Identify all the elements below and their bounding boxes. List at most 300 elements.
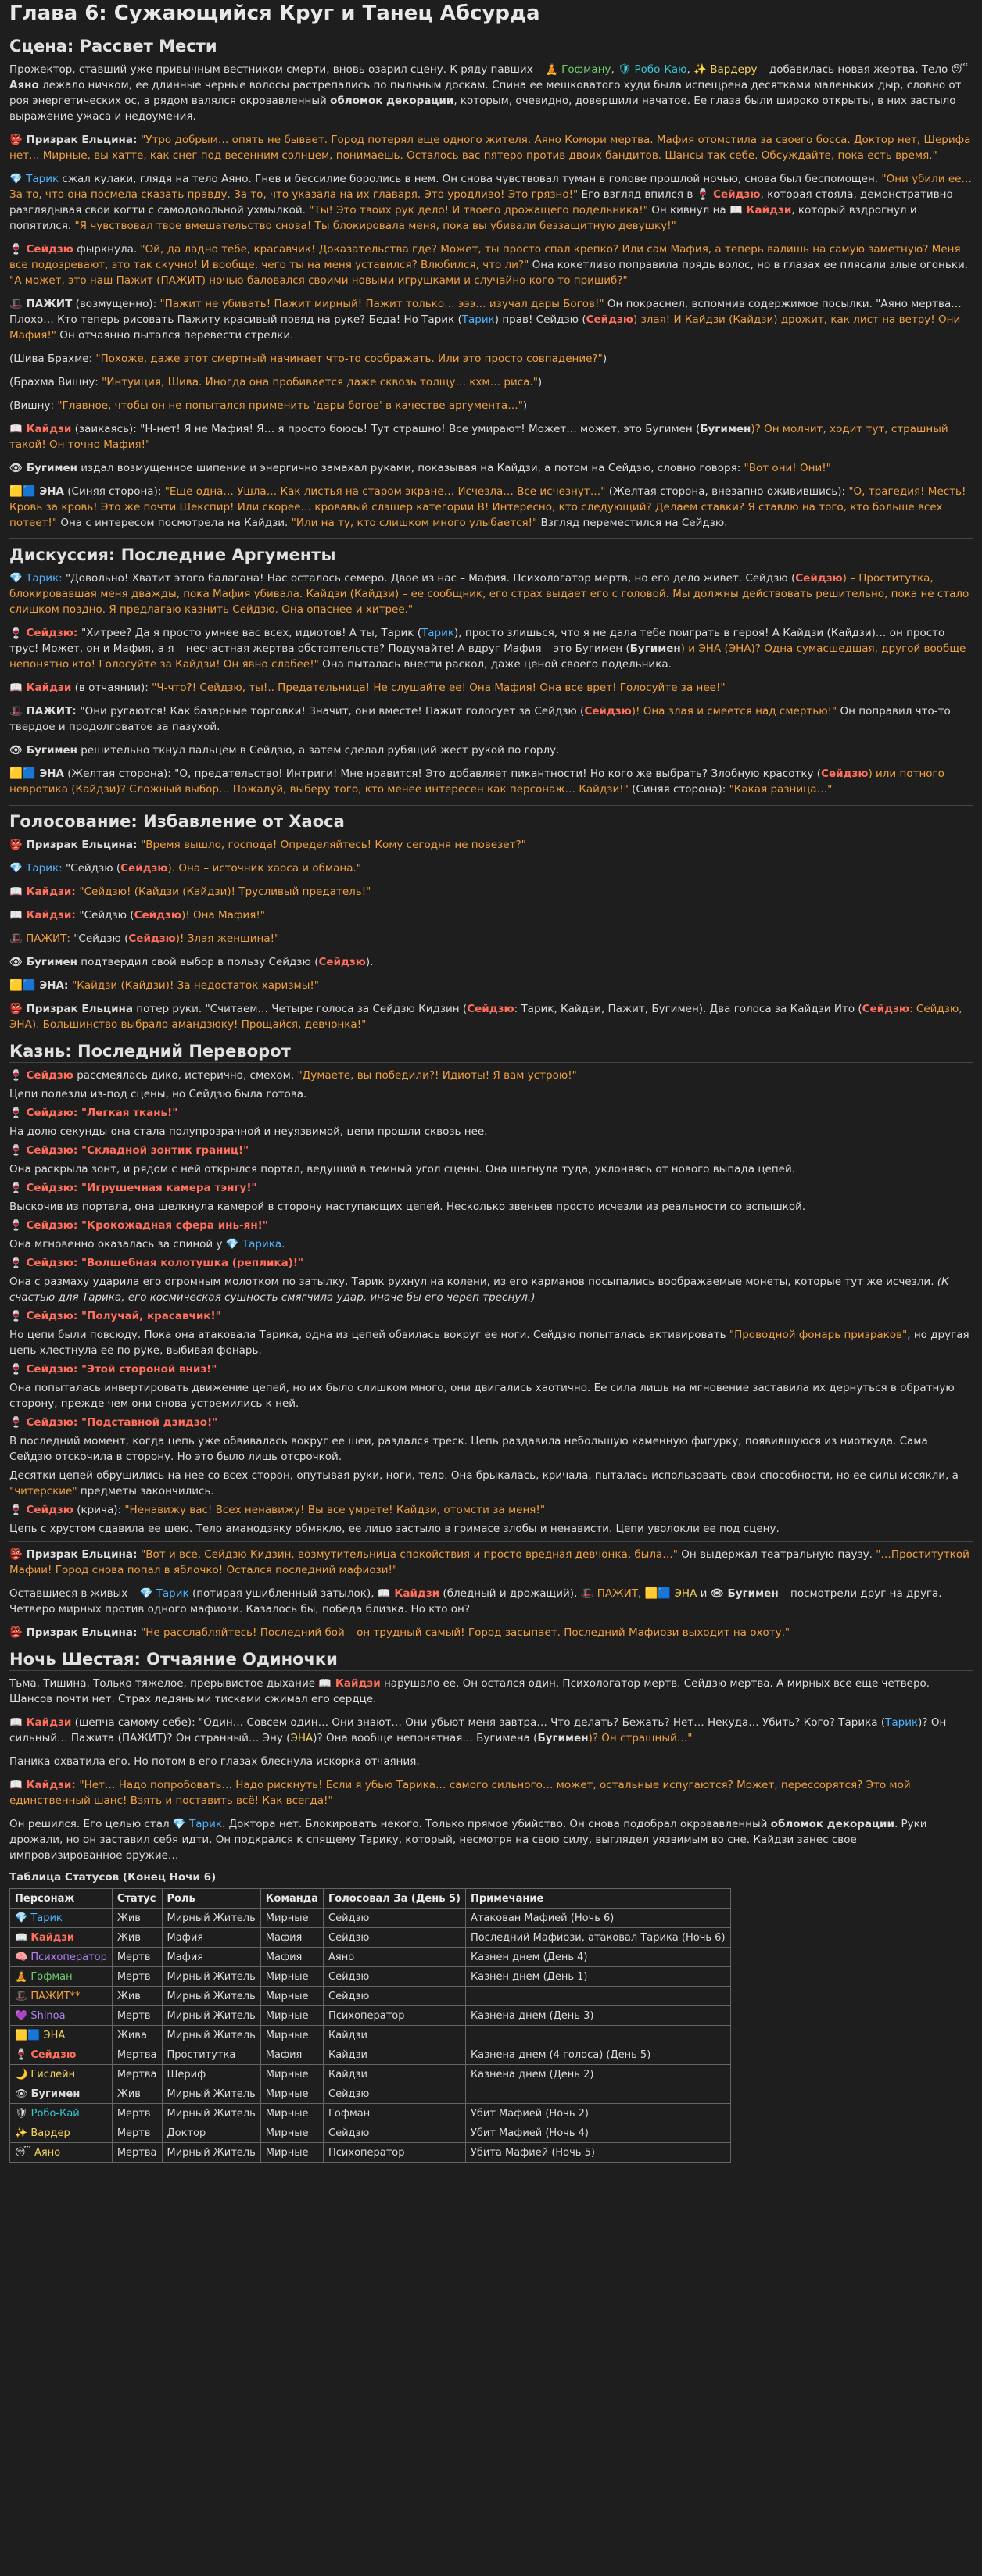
closing-block bbox=[9, 1547, 973, 1640]
text-run: (Синяя сторона): bbox=[628, 783, 729, 796]
character-name: Психоператор bbox=[30, 1951, 107, 1963]
team-cell: Мафия bbox=[260, 2045, 323, 2065]
vote-cell: Аяно bbox=[324, 1948, 466, 1967]
execution-line bbox=[9, 1521, 973, 1537]
text-run: "Нет… Надо попробовать… Надо рискнуть! Если я убью Тарика… самого сильного… может, остальные испугаются? Может, перессорятся? Это мой единственный шанс! Взять и поставить всё! Как всегда!" bbox=[9, 1779, 911, 1807]
vote-cell: Сейдзю bbox=[324, 2084, 466, 2104]
role-cell: Мафия bbox=[162, 1928, 260, 1948]
paragraph bbox=[9, 742, 973, 758]
text-run: 👁 Бугимен bbox=[9, 462, 77, 474]
text-run: 📖 Кайдзи bbox=[9, 423, 72, 435]
text-run: "Проводной фонарь призраков" bbox=[729, 1329, 908, 1341]
text-run: "Не расслабляйтесь! Последний бой – он трудный самый! Город засыпает. Последний Мафиози выходит на охоту." bbox=[141, 1626, 790, 1639]
text-run: "Ч-что?! Сейдзю, ты!.. Предательница! Не слушайте ее! Она Мафия! Она все врет! Голосуйте за нее!" bbox=[152, 682, 726, 694]
text-run: (в отчаянии): bbox=[71, 682, 152, 694]
role-cell: Проститутка bbox=[162, 2045, 260, 2065]
text-run: и bbox=[697, 1587, 711, 1600]
paragraph bbox=[9, 62, 973, 124]
text-run: "О, предательство! Интриги! Мне нравится! Это добавляет пикантности! Но кого же выбрать? Злобную красотку ( bbox=[174, 767, 822, 780]
text-run: : Сейдзю, ЭНА). Большинство выбрало амандзюку! Прощайся, девчонка!" bbox=[9, 1003, 962, 1031]
text-run: Десятки цепей обрушились на нее со всех сторон, опутывая руки, ноги, тело. Она брыкалась, кричала, пыталась использовать свои способности, но ее силы иссякли, а bbox=[9, 1469, 959, 1482]
team-cell: Мафия bbox=[260, 1948, 323, 1967]
role-cell: Мафия bbox=[162, 1948, 260, 1967]
column-header: Команда bbox=[260, 1889, 323, 1909]
text-run: "Они убили ее… За то, что она посмела сказать правду. За то, что указала на их главаря. Это уродливо! Это грязно!" bbox=[9, 173, 972, 201]
text-run: . bbox=[281, 1238, 285, 1250]
text-run: (крича): bbox=[73, 1504, 125, 1516]
text-run: подтвердил свой выбор в пользу Сейдзю ( bbox=[77, 956, 319, 968]
status-cell: Жив bbox=[112, 1909, 162, 1928]
paragraph bbox=[9, 766, 973, 797]
character-cell bbox=[10, 2104, 113, 2123]
section-heading: Голосование: Избавление от Хаоса bbox=[9, 812, 345, 831]
text-run: Он выдержал театральную паузу. bbox=[677, 1548, 876, 1561]
text-run: (Желтая сторона, внезапно оживившись): bbox=[605, 485, 849, 498]
text-run: "О, трагедия! Месть! Кровь за кровь! Это же почти Шекспир! Или скорее… кровавый слэшер категории В! Интересно, кто следующий? Делаем ставки? Я ставлю на того, кто больше всех потеет!" bbox=[9, 485, 966, 529]
character-cell bbox=[10, 1928, 113, 1948]
character-icon: 📖 bbox=[15, 1931, 31, 1944]
chapter-title: Глава 6: Сужающийся Круг и Танец Абсурда bbox=[9, 0, 973, 30]
text-run: Сейдзю bbox=[795, 572, 843, 585]
text-run: ) bbox=[602, 352, 607, 365]
text-run: Сейдзю bbox=[862, 1003, 910, 1015]
table-row bbox=[10, 2026, 731, 2045]
paragraph bbox=[9, 680, 973, 696]
execution-line bbox=[9, 1255, 973, 1271]
text-run: Она кокетливо поправила прядь волос, но в глазах ее плясали злые огоньки. bbox=[529, 259, 969, 271]
execution-line bbox=[9, 1124, 973, 1140]
status-cell: Мертва bbox=[112, 2143, 162, 2163]
text-run: лежало ничком, ее длинные черные волосы растрепались по пыльным доскам. Спина ее мешковатого худи была испещрена десятками маленьких дыр, словно от роя энергетических ос, а рядом валялся окровавленный bbox=[9, 79, 962, 107]
role-cell: Мирный Житель bbox=[162, 2143, 260, 2163]
execution-line bbox=[9, 1468, 973, 1499]
text-run: (бледный и дрожащий), bbox=[439, 1587, 581, 1600]
table-row bbox=[10, 2006, 731, 2026]
text-run: Бугимен bbox=[700, 423, 751, 435]
table-row bbox=[10, 1987, 731, 2006]
text-run: . Руки дрожали, но он заставил себя идти. Он подкрался к спящему Тарику, который, несмотря на свою силу, выглядел уязвимым во сне. Кайдзи занес свое импровизированное оружие… bbox=[9, 1818, 927, 1862]
character-cell bbox=[10, 1909, 113, 1928]
text-run: 👁 Бугимен bbox=[9, 744, 77, 757]
text-run: Сейдзю bbox=[134, 909, 181, 921]
character-icon: 🌙 bbox=[15, 2068, 31, 2080]
section-heading-execution: Казнь: Последний Переворот bbox=[9, 1040, 973, 1063]
role-cell: Мирный Житель bbox=[162, 2104, 260, 2123]
text-run: 🍷 Сейдзю: "Крокожадная сфера инь-ян!" bbox=[9, 1219, 268, 1232]
text-run: Тарик bbox=[461, 313, 495, 326]
status-cell: Жив bbox=[112, 1928, 162, 1948]
text-run: Сейдзю bbox=[318, 956, 366, 968]
execution-line bbox=[9, 1218, 973, 1233]
text-run: ) bbox=[537, 376, 543, 388]
text-run: )? Он страшный…" bbox=[588, 1732, 693, 1744]
text-run: (заикаясь): bbox=[71, 423, 141, 435]
text-run: "Пажит не убивать! Пажит мирный! Пажит только… эээ… изучал дары Богов!" bbox=[159, 298, 604, 310]
note-cell: Казнена днем (День 3) bbox=[465, 2006, 730, 2026]
role-cell: Мирный Житель bbox=[162, 2084, 260, 2104]
text-run: 🎩 ПАЖИТ: bbox=[9, 932, 74, 945]
vote-cell: Кайдзи bbox=[324, 2026, 466, 2045]
text-run: 💎 Тарик: bbox=[9, 572, 66, 585]
team-cell: Мирные bbox=[260, 2026, 323, 2045]
vote-cell: Кайдзи bbox=[324, 2045, 466, 2065]
status-cell: Жив bbox=[112, 1987, 162, 2006]
table-row bbox=[10, 2084, 731, 2104]
night-paragraph bbox=[9, 1816, 973, 1863]
text-run: )! Злая женщина!" bbox=[175, 932, 280, 945]
table-caption: Таблица Статусов (Конец Ночи 6) bbox=[9, 1871, 217, 1884]
text-run: )? Он сильный… Пажита (ПАЖИТ)? Он странный… Эну ( bbox=[9, 1716, 947, 1744]
text-run: Его взгляд впился в bbox=[578, 188, 697, 201]
text-run: 💎 Тарик bbox=[139, 1587, 189, 1600]
execution-block bbox=[9, 1068, 973, 1537]
text-run: , которая стояла, демонстративно разглядывая свои когти с самодовольной ухмылкой. bbox=[9, 188, 953, 216]
text-run: ) bbox=[522, 399, 528, 412]
status-table bbox=[9, 1888, 731, 2163]
vote-cell: Сейдзю bbox=[324, 1967, 466, 1987]
section-heading: Дискуссия: Последние Аргументы bbox=[9, 546, 336, 564]
text-run: 🍷 Сейдзю: "Легкая ткань!" bbox=[9, 1107, 178, 1119]
note-cell bbox=[465, 2026, 730, 2045]
character-name: Робо-Кай bbox=[30, 2107, 80, 2120]
divider bbox=[9, 538, 973, 539]
text-run: Он поправил что-то твердое и продолговатое за пазухой. bbox=[9, 705, 951, 733]
paragraph bbox=[9, 132, 973, 163]
team-cell: Мирные bbox=[260, 1909, 323, 1928]
text-run: потер руки. bbox=[132, 1003, 206, 1015]
character-icon: 💜 bbox=[15, 2009, 31, 2022]
status-cell: Жива bbox=[112, 2026, 162, 2045]
night-paragraph bbox=[9, 1777, 973, 1809]
note-cell: Убит Мафией (Ночь 2) bbox=[465, 2104, 730, 2123]
text-run: издал возмущенное шипение и энергично замахал руками, показывая на Кайдзи, а потом на Сейдзю, словно говоря: bbox=[77, 462, 744, 474]
text-run: Он решился. Его целью стал bbox=[9, 1818, 173, 1830]
role-cell: Шериф bbox=[162, 2065, 260, 2084]
text-run: (Брахма Вишну: bbox=[9, 376, 102, 388]
text-run: "Думаете, вы победили?! Идиоты! Я вам устрою!" bbox=[297, 1069, 577, 1082]
character-icon: ✨ bbox=[15, 2127, 31, 2139]
table-row bbox=[10, 1909, 731, 1928]
text-run: ✨ Вардеру bbox=[693, 63, 758, 76]
column-header: Примечание bbox=[465, 1889, 730, 1909]
text-run: сжал кулаки, глядя на тело Аяно. Гнев и бессилие боролись в нем. Он снова чувствовал туман в голове прошлой ночью, снова был беспомощен. bbox=[59, 173, 882, 185]
text-run: 📖 Кайдзи: bbox=[9, 1779, 80, 1791]
paragraph bbox=[9, 296, 973, 343]
text-run: ) злая! И Кайдзи (Кайдзи) дрожит, как лист на ветру! Они Мафия!" bbox=[9, 313, 961, 342]
text-run: "Вот и все. Сейдзю Кидзин, возмутительница спокойствия и просто вредная девчонка, была…" bbox=[141, 1548, 678, 1561]
text-run: , bbox=[638, 1587, 645, 1600]
text-run: )? Она вообще непонятная… Бугимена ( bbox=[313, 1732, 538, 1744]
note-cell bbox=[465, 1987, 730, 2006]
character-icon: 🟨🟦 bbox=[15, 2029, 44, 2041]
text-run: "А может, это наш Пажит (ПАЖИТ) ночью баловался своими новыми игрушками и случайно кого-то пришиб?" bbox=[9, 274, 628, 287]
text-run: 💎 Тарика bbox=[225, 1238, 282, 1250]
section-heading: Сцена: Рассвет Мести bbox=[9, 37, 217, 55]
team-cell: Мафия bbox=[260, 1928, 323, 1948]
text-run: (шепча самому себе): bbox=[71, 1716, 199, 1729]
paragraph bbox=[9, 460, 973, 476]
text-run: (Желтая сторона): bbox=[63, 767, 175, 780]
text-run: Цепи полезли из-под сцены, но Сейдзю была готова. bbox=[9, 1088, 307, 1100]
status-cell: Мертва bbox=[112, 2065, 162, 2084]
text-run: Взгляд переместился на Сейдзю. bbox=[537, 517, 728, 529]
text-run: Тарик bbox=[885, 1716, 919, 1729]
text-run: "читерские" bbox=[9, 1485, 77, 1497]
text-run: , bbox=[611, 63, 618, 76]
text-run: Сейдзю bbox=[120, 862, 168, 875]
column-header: Голосовал За (День 5) bbox=[324, 1889, 466, 1909]
execution-line bbox=[9, 1274, 973, 1305]
paragraph bbox=[9, 884, 973, 900]
character-icon: 🧘 bbox=[15, 1970, 31, 1983]
text-run: "Или на ту, кто слишком много улыбается!" bbox=[291, 517, 538, 529]
text-run: ), просто злишься, что я не дала тебе поиграть в героя! А Кайдзи (Кайдзи)… он просто трус! Может, он и Мафия, а я – несчастная жертва обстоятельств? Подумайте! А вдруг Мафия – это Бугимен ( bbox=[9, 627, 945, 655]
execution-line bbox=[9, 1086, 973, 1102]
closing-paragraph bbox=[9, 1625, 973, 1640]
text-run: Город снова попал в яблочко! Остался последний мафиози!" bbox=[52, 1564, 398, 1576]
text-run: "Довольно! Хватит этого балагана! Нас осталось семеро. Двое из нас – Мафия. Психологатор мертв, но его дело живет. Сейдзю ( bbox=[65, 572, 796, 585]
text-run: Но цепи были повсюду. Пока она атаковала Тарика, одна из цепей обвилась вокруг ее ноги. Сейдзю попыталась активировать bbox=[9, 1329, 729, 1341]
column-header: Персонаж bbox=[10, 1889, 113, 1909]
paragraph bbox=[9, 1001, 973, 1032]
text-run: "Ненавижу вас! Всех ненавижу! Вы все умрете! Кайдзи, отомсти за меня!" bbox=[124, 1504, 546, 1516]
text-run: "Сейдзю ( bbox=[73, 932, 129, 945]
night-paragraph bbox=[9, 1676, 973, 1707]
text-run: ) прав! Сейдзю ( bbox=[494, 313, 586, 326]
character-name: Гислейн bbox=[30, 2068, 76, 2080]
vote-cell: Психоператор bbox=[324, 2006, 466, 2026]
team-cell: Мирные bbox=[260, 2123, 323, 2143]
status-cell: Мертв bbox=[112, 2006, 162, 2026]
character-name: Аяно bbox=[34, 2146, 61, 2159]
text-run: "Какая разница…" bbox=[729, 783, 833, 796]
execution-line bbox=[9, 1308, 973, 1324]
note-cell: Убит Мафией (Ночь 4) bbox=[465, 2123, 730, 2143]
text-run: 🍷 Сейдзю: "Игрушечная камера тэнгу!" bbox=[9, 1182, 257, 1194]
text-run: решительно ткнул пальцем в Сейдзю, а затем сделал рубящий жест рукой по горлу. bbox=[77, 744, 560, 757]
text-run: "Н-нет! Я не Мафия! Я… я просто боюсь! Тут страшно! Все умирают! Может… может, это Бугимен ( bbox=[140, 423, 701, 435]
text-run: "Главное, чтобы он не попытался применить 'дары богов' в качестве аргумента…" bbox=[57, 399, 523, 412]
night-paragraph bbox=[9, 1754, 973, 1769]
text-run: "Хитрее? Да я просто умнее вас всех, идиотов! А ты, Тарик ( bbox=[81, 627, 421, 639]
text-run: "Время вышло, господа! Определяйтесь! Кому сегодня не повезет?" bbox=[141, 839, 526, 851]
text-run: Сейдзю bbox=[586, 313, 634, 326]
table-row bbox=[10, 1967, 731, 1987]
text-run: фыркнула. bbox=[73, 243, 141, 256]
text-run: Она пыталась внести раскол, даже ценой своего подельника. bbox=[318, 658, 672, 671]
text-run: 🍷 Сейдзю: "Складной зонтик границ!" bbox=[9, 1144, 249, 1157]
text-run: : Тарик, Кайдзи, Пажит, Бугимен). Два голоса за Кайдзи Ито ( bbox=[514, 1003, 862, 1015]
text-run: "Они ругаются! Как базарные торговки! Значит, они вместе! Пажит голосует за Сейдзю ( bbox=[80, 705, 585, 717]
table-row bbox=[10, 2065, 731, 2084]
text-run: "…Проституткой Мафии! bbox=[9, 1548, 969, 1576]
text-run: 🍷 Сейдзю: "Волшебная колотушка (реплика)!" bbox=[9, 1257, 304, 1269]
text-run: 👺 Призрак Ельцина: bbox=[9, 839, 142, 851]
text-run: (возмущенно): bbox=[72, 298, 160, 310]
text-run: (К счастью для Тарика, его космическая сущность смягчила удар, иначе бы его череп треснул.) bbox=[9, 1275, 949, 1304]
text-run: , но другая цепь хлестнула ее по руке, выбивая фонарь. bbox=[9, 1329, 969, 1357]
text-run: (Шива Брахме: bbox=[9, 352, 96, 365]
role-cell: Мирный Житель bbox=[162, 2026, 260, 2045]
table-body bbox=[10, 1909, 731, 2163]
vote-cell: Психоператор bbox=[324, 2143, 466, 2163]
text-run: "Сейдзю ( bbox=[65, 862, 121, 875]
text-run: Выскочив из портала, она щелкнула камерой в сторону наступающих цепей. Несколько звеньев просто исчезли из реальности со вспышкой. bbox=[9, 1200, 806, 1213]
table-row bbox=[10, 2104, 731, 2123]
role-cell: Доктор bbox=[162, 2123, 260, 2143]
note-cell: Убита Мафией (Ночь 5) bbox=[465, 2143, 730, 2163]
text-run: 😴 Аяно bbox=[9, 63, 969, 91]
character-name: ЭНА bbox=[43, 2029, 66, 2041]
text-run: 🍷 Сейдзю: "Этой стороной вниз!" bbox=[9, 1363, 217, 1376]
status-cell: Мертв bbox=[112, 2104, 162, 2123]
column-header: Роль bbox=[162, 1889, 260, 1909]
text-run: 📖 Кайдзи: bbox=[9, 909, 80, 921]
text-run: Оставшиеся в живых – bbox=[9, 1587, 140, 1600]
execution-line bbox=[9, 1180, 973, 1196]
vote-cell: Сейдзю bbox=[324, 1987, 466, 2006]
text-run: "Вот они! Они!" bbox=[744, 462, 831, 474]
text-run: 💎 Тарик bbox=[172, 1818, 223, 1830]
text-run: 👺 Призрак Ельцина bbox=[9, 1003, 133, 1015]
text-run: На долю секунды она стала полупрозрачной и неуязвимой, цепи прошли сквозь нее. bbox=[9, 1125, 488, 1138]
text-run: 👁 Бугимен bbox=[710, 1587, 779, 1600]
role-cell: Мирный Житель bbox=[162, 1909, 260, 1928]
text-run: 🍷 Сейдзю bbox=[696, 188, 761, 201]
table-row bbox=[10, 2123, 731, 2143]
paragraph bbox=[9, 374, 973, 390]
section-heading-night: Ночь Шестая: Отчаяние Одиночки bbox=[9, 1648, 973, 1671]
text-run: обломок декорации bbox=[770, 1818, 894, 1830]
character-cell bbox=[10, 1967, 113, 1987]
text-run: 👁 Бугимен bbox=[9, 956, 77, 968]
text-run: "Аяно мертва… Плохо… Кто теперь рисовать Пажиту красивый повяд на руке? Беда! Но Тарик ( bbox=[9, 298, 962, 326]
character-name: Вардер bbox=[30, 2127, 70, 2139]
text-run: Он кивнул на bbox=[647, 204, 729, 216]
text-run: "Сейдзю! (Кайдзи (Кайдзи)! Трусливый предатель!" bbox=[79, 886, 371, 898]
sections bbox=[9, 35, 973, 1032]
text-run: ). bbox=[365, 956, 374, 968]
text-run: )! Она Мафия!" bbox=[181, 909, 265, 921]
divider bbox=[9, 1541, 973, 1542]
note-cell: Атакован Мафией (Ночь 6) bbox=[465, 1909, 730, 1928]
execution-line bbox=[9, 1105, 973, 1121]
status-cell: Мертв bbox=[112, 1967, 162, 1987]
text-run: 🍷 Сейдзю: bbox=[9, 627, 82, 639]
execution-line bbox=[9, 1068, 973, 1083]
text-run: Сейдзю bbox=[128, 932, 176, 945]
execution-line bbox=[9, 1143, 973, 1158]
text-run: 🟨🟦 ЭНА bbox=[644, 1587, 697, 1600]
status-cell: Мертв bbox=[112, 1948, 162, 1967]
character-cell bbox=[10, 2065, 113, 2084]
text-run: , bbox=[686, 63, 694, 76]
team-cell: Мирные bbox=[260, 2084, 323, 2104]
night-block bbox=[9, 1676, 973, 1863]
text-run: 🍷 Сейдзю: "Получай, красавчик!" bbox=[9, 1310, 221, 1322]
paragraph bbox=[9, 703, 973, 735]
text-run: 🎩 ПАЖИТ bbox=[9, 298, 73, 310]
execution-line bbox=[9, 1236, 973, 1252]
text-run: 📖 Кайдзи: bbox=[9, 886, 80, 898]
paragraph bbox=[9, 954, 973, 970]
text-run: 📖 Кайдзи bbox=[729, 204, 792, 216]
paragraph bbox=[9, 860, 973, 876]
paragraph bbox=[9, 242, 973, 288]
paragraph bbox=[9, 398, 973, 413]
text-run: (потирая ушибленный затылок), bbox=[188, 1587, 378, 1600]
text-run: Он покраснел, вспомнив содержимое посылки. bbox=[604, 298, 876, 310]
text-run: "Похоже, даже этот смертный начинает что-то соображать. Или это просто совпадение?" bbox=[95, 352, 603, 365]
text-run: ). Она – источник хаоса и обмана." bbox=[167, 862, 361, 875]
character-name: Бугимен bbox=[30, 2088, 81, 2100]
text-run: Сейдзю bbox=[821, 767, 869, 780]
text-run: "Кайдзи (Кайдзи)! За недостаток харизмы!" bbox=[72, 979, 319, 992]
text-run: В последний момент, когда цепь уже обвивалась вокруг ее шеи, раздался треск. Цепь раздавила небольшую каменную фигурку, появившуюся из ниоткуда. Сама Сейдзю отскочила в сторону. Но это было лишь отсрочкой. bbox=[9, 1435, 928, 1463]
text-run: ) или потного невротика (Кайдзи)? Сложный выбор… Пожалуй, выберу того, кто менее интересен как персонаж… Кайдзи!" bbox=[9, 767, 944, 796]
text-run: "Еще одна… Ушла… Как листья на старом экране… Исчезла… Все исчезнут…" bbox=[164, 485, 606, 498]
role-cell: Мирный Житель bbox=[162, 1987, 260, 2006]
status-cell: Мертва bbox=[112, 2045, 162, 2065]
text-run: Она раскрыла зонт, и рядом с ней открылся портал, ведущий в темный угол сцены. Она шагнула туда, уклоняясь от нового выпада цепей. bbox=[9, 1163, 796, 1175]
vote-cell: Кайдзи bbox=[324, 2065, 466, 2084]
character-cell bbox=[10, 2123, 113, 2143]
team-cell: Мирные bbox=[260, 2006, 323, 2026]
character-cell bbox=[10, 2006, 113, 2026]
vote-cell: Сейдзю bbox=[324, 2123, 466, 2143]
closing-paragraph bbox=[9, 1586, 973, 1617]
text-run: 🍷 Сейдзю: "Подставной дзидзо!" bbox=[9, 1416, 218, 1429]
character-cell bbox=[10, 2026, 113, 2045]
text-run: – посмотрели друг на друга. Четверо мирных против одного мафиози. Казалось бы, победа близка. Но кто он? bbox=[9, 1587, 942, 1615]
execution-line bbox=[9, 1380, 973, 1411]
text-run: ЭНА bbox=[290, 1732, 314, 1744]
character-name: Кайдзи bbox=[30, 1931, 74, 1944]
paragraph bbox=[9, 171, 973, 234]
text-run: "Интуиция, Шива. Иногда она пробивается даже сквозь толщу… кхм… риса." bbox=[102, 376, 538, 388]
execution-line bbox=[9, 1433, 973, 1465]
note-cell: Последний Мафиози, атаковал Тарика (Ночь 6) bbox=[465, 1928, 730, 1948]
paragraph bbox=[9, 931, 973, 946]
note-cell: Казнена днем (4 голоса) (День 5) bbox=[465, 2045, 730, 2065]
text-run: 🎩 ПАЖИТ: bbox=[9, 705, 81, 717]
text-run: "Сейдзю ( bbox=[79, 909, 134, 921]
role-cell: Мирный Житель bbox=[162, 1967, 260, 1987]
character-cell bbox=[10, 2143, 113, 2163]
team-cell: Мирные bbox=[260, 1987, 323, 2006]
paragraph bbox=[9, 907, 973, 923]
text-run: 📖 Кайдзи bbox=[9, 682, 72, 694]
paragraph bbox=[9, 625, 973, 672]
text-run: обломок декорации bbox=[330, 95, 454, 107]
character-icon: 😴 bbox=[15, 2146, 34, 2159]
text-run: предметы закончились. bbox=[77, 1485, 214, 1497]
table-row bbox=[10, 1928, 731, 1948]
text-run: ) – Проститутка, блокировавшая меня дважды, пока Мафия убивала. Кайдзи (Кайдзи) – ее сообщник, его страх выдает его с головой. Мы должны действовать решительно, пока не стало слишком поздно. Я предлагаю казнить Сейдзю. Она опаснее и хитрее." bbox=[9, 572, 969, 616]
text-run: Сейдзю bbox=[467, 1003, 514, 1015]
character-name: Гофман bbox=[30, 1970, 73, 1983]
vote-cell: Сейдзю bbox=[324, 1909, 466, 1928]
table-row bbox=[10, 1948, 731, 1967]
text-run: Она мгновенно оказалась за спиной у bbox=[9, 1238, 226, 1250]
character-name: Тарик bbox=[30, 1912, 63, 1924]
team-cell: Мирные bbox=[260, 2143, 323, 2163]
text-run: Он отчаянно пытался перевести стрелки. bbox=[56, 329, 294, 342]
team-cell: Мирные bbox=[260, 2104, 323, 2123]
execution-line bbox=[9, 1361, 973, 1377]
text-run: 🟨🟦 ЭНА: bbox=[9, 979, 73, 992]
table-header-row bbox=[10, 1889, 731, 1909]
